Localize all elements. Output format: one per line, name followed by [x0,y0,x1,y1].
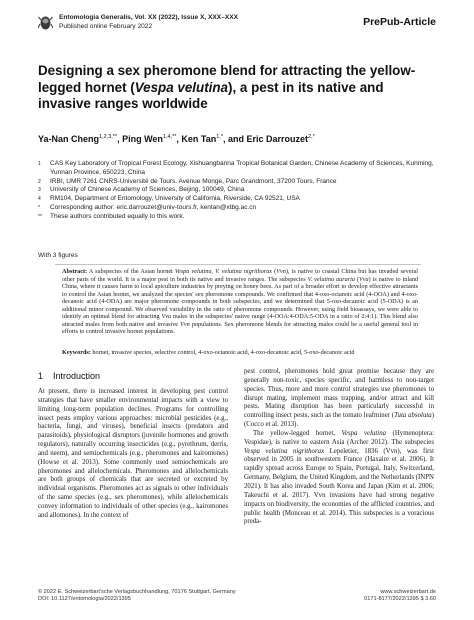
body-italic: Tuta absoluta [394,412,432,420]
intro-paragraph: At present, there is increased interest in developing pest control strategies that have smaller environmental impacts with a view to limiting long-term population declines. Programs for controlling insect pests employ various approaches: microbial pesticides (e.g., bacteria, fungi, and viruses), beneficial insects (predators and parasitoids), physiological disruptors (juvenile hormones and growth regulators), naturally occurring insecticides (e.g., pyrethrum, derris, and neem), and semiochemicals (e.g., pheromones and kairomones) (Howse et al. 2013). Some commonly used semiochemicals are pheromones and allelochemicals. Pheromones and allelochemicals are both groups of chemicals that are secreted or excreted by individual organisms. Pheromones act as signals to other individuals of the same species (e.g., sex pheromones), while allelochemicals convey information to individuals of other species (e.g., kairomones and allomones). In the context of [38,388,228,519]
author-separator: , and [222,134,247,144]
author-name: Eric Darrouzet [246,134,309,144]
abstract-text: ) is native to inland China, where it causes harm to local apiculture industries by preying on honey bees. As part of a broader effort to develop effective attractants to control the Asian hornet, we analyzed the species' sex pheromone compounds. We confirmed that 4-oxo-octanoic acid (4-OOA) and 4-oxo-decanoic acid (4-ODA) are major pheromone compounds in both subspecies, and we determined that 5-oxo-decanoic acid (5-ODA) is an additional minor compound. We observed variability in the ratio of pheromone compounds. However, using field bioassays, we were able to identify an optimal blend for attracting [62,275,419,321]
body-text: pest control, pheromones hold great promise because they are generally non-toxic, species specific, and harmless to non-target species. Thus, more and more control strategies use pheromones to disrupt mating, implement mass trapping, and/or attract and kill pests. Mating disruption has been particularly successful in controlling insect pests, such as the tomato leafminer ( [244,368,434,420]
figures-note: With 3 figures [38,252,78,259]
author-name: Ya-Nan Cheng [38,134,100,144]
abstract-italic: Vva [161,313,172,321]
left-column [38,388,228,521]
journal-line: Entomologia Generalis, Vol. XX (2022), Issue X, XXX–XXX [59,14,239,21]
affiliation-item [38,186,443,195]
author-list [38,134,438,144]
equal-contribution-note [38,213,443,222]
body-text: The yellow-legged hornet, [253,429,342,437]
author-affil-marks: 1,2,3,** [99,134,118,140]
affiliation-item [38,160,443,178]
title-part: ), a pest in its native and invasive ranges worldwide [38,79,384,111]
publisher-url: www.schweizerbart.de [380,589,436,595]
affiliation-text: RM104, Department of Entomology, University of California, Riverside, CA 92521, USA [50,195,300,203]
abstract-text: males in the subspecies' native range (4-OOA:4-ODA:5-ODA in a ratio of 2:4:1). This blend also attracted males from both native and invasive [62,313,418,328]
section-number: 1 [38,371,44,381]
affiliation-text: CAS Key Laboratory of Tropical Forest Ecology, Xishuangbanna Tropical Botanical Garden, Chinese Academy of Sciences, Kunming, Yunnan Province, 650223, China [50,160,434,176]
affiliation-mark: 1 [38,161,41,167]
keywords-text: hornet, invasive species, selective control, 4-oxo-octanoic acid, 4-oxo-decanoic acid, 5-oxo-decanoic acid [90,349,355,356]
abstract-text: populations. Sex pheromone blends for attracting males could be a useful general tool in efforts to control invasive hornet populations. [62,320,418,336]
title-part: Designing a sex pheromone blend for attracting the yellow-legged hornet ( [38,63,416,95]
published-line: Published online February 2022 [59,22,153,30]
abstract-italic: Vva [358,275,369,283]
abstract-italic: Vvn [276,268,286,275]
prepub-badge: PrePub-Article [363,16,436,28]
right-column [244,368,434,527]
abstract-text: ( [272,268,277,275]
affiliation-mark: * [38,204,40,211]
author-affil-marks: 1,4,** [162,134,177,140]
affiliation-text: These authors contributed equally to this work. [50,212,185,220]
abstract-text: ( [354,275,359,283]
affiliations [38,160,443,222]
article-title [38,63,438,113]
affiliation-text: University of Chinese Academy of Sciences, Beijing, 100049, China [50,186,245,194]
body-italic: Vespa velutina nigrithorax [244,447,325,455]
abstract [62,268,418,336]
affiliation-mark: ** [38,213,42,220]
abstract-italic: V. velutina auraria [307,275,355,283]
body-italic: Vespa velutina [341,429,387,437]
affiliation-mark: 3 [38,187,41,194]
author-separator: , [117,134,123,144]
keywords [62,349,422,357]
body-text: (Hymenoptera: Vespidae), is native to eastern Asia (Archer 2012). The subspecies [244,429,434,446]
intro-paragraph [244,430,434,527]
author-affil-marks: 1,* [216,134,223,140]
abstract-text: A subspecies of the Asian hornet [87,268,175,275]
affiliation-item [38,178,443,187]
abstract-label: Abstract: [62,268,88,275]
author-separator: , [176,134,182,144]
doi-line: DOI: 10.1127/entomologia/2022/1395 [38,596,131,603]
abstract-italic: Vvn [180,320,190,328]
affiliation-text: IRBI, UMR 7261 CNRS-Université de Tours. Avenue Monge, Parc Grandmont, 37200 Tours, France [50,177,337,185]
intro-paragraph [244,368,434,430]
section-title: Introduction [53,371,101,381]
copyright-line: © 2022 E. Schweizerbart'sche Verlagsbuchhandlung, 70176 Stuttgart, Germany [38,589,236,595]
affiliation-text: Corresponding author: eric.darrouzet@univ-tours.fr, kentan@xtbg.ac.cn [50,203,257,211]
body-text: Lepeletier, 1836 (Vvn), was first observed in 2005 in southwestern France (Haxaire et al. 2006). It rapidly spread across Europe to Spain, Portugal, Italy, Switzerland, Germany, Belgium, the United Kingdom, and the Netherlands (INPN 2021). It has also invaded South Korea and Japan (Kim et al. 2006; Takeuchi et al. 2017). Vvn invasions have had strong negative impacts on biodiversity, the economies of the afflicted countries, and public health (Monceau et al. 2014). This subspecies is a voracious preda- [244,447,434,526]
corresponding-author [38,204,443,213]
affiliation-item [38,195,443,204]
keywords-label: Keywords: [62,349,91,356]
abstract-italic: Vespa velutina, V. velutina nigrithorax [174,268,273,275]
author-name: Ping Wen [122,134,163,144]
section-heading [38,371,100,381]
body-text: ) (Cocco et al. 2013). [244,412,434,429]
author-affil-marks: 2,* [308,134,315,140]
price-line: 0171-8177/2022/1395 $ 3.60 [364,596,436,603]
abstract-text: ), is native to coastal China but has invaded several other parts of the world. It is a major pest in both its native and invasive ranges. The subspecies [62,268,418,283]
author-name: Ken Tan [181,134,217,144]
journal-logo-icon [38,15,53,31]
affiliation-mark: 2 [38,178,41,185]
affiliation-mark: 4 [38,196,41,203]
title-species: Vespa velutina [134,79,228,95]
